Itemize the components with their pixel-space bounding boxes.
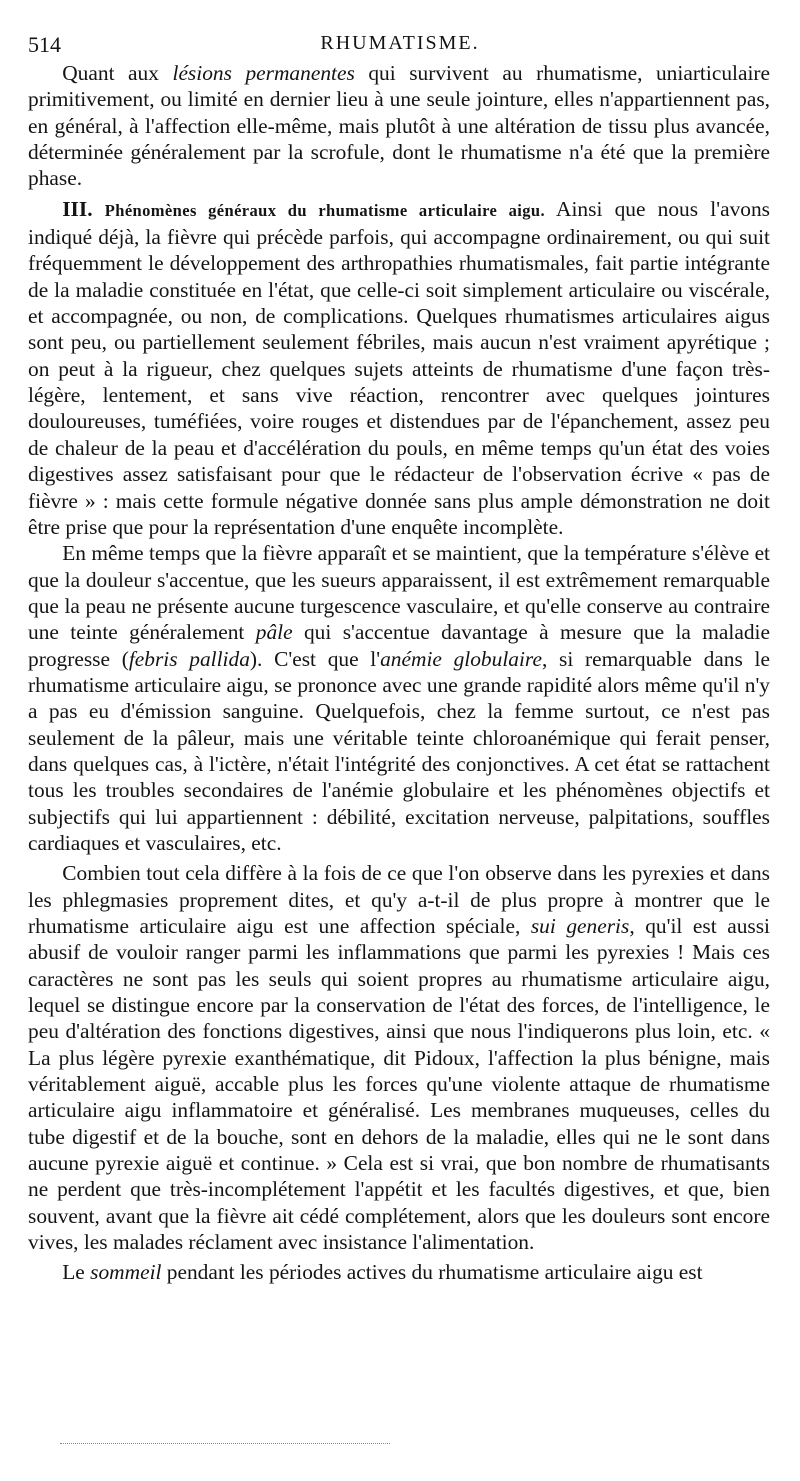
text-run: , qu'il est aussi abusif de vouloir ranger parmi les inflammations que parmi les pyrexies ! Mais ces caractères ne sont pas les seuls qui soient propres au rhumatisme articulaire aigu, lequel se distingue encore par la conservation de l'état des forces, de l'intelligence, le peu d'altération des fonctions digestives, ainsi que nous l'indiquerons plus loin, etc. « La plus légère pyrexie exanthématique, dit Pidoux, l'affection la plus bénigne, mais véritablement aiguë, accable plus les forces qu'une violente attaque de rhumatisme articulaire aigu inflammatoire et généralisé. Les membranes muqueuses, celles du tube digestif et de la bouche, sont en dehors de la maladie, elles qui ne le sont dans aucune pyrexie aiguë et continue. » Cela est si vrai, que bon nombre de rhumatisants ne perdent que très-incomplétement l'appétit et les facultés digestives, et que, bien souvent, avant que la fièvre ait cédé complétement, alors que les douleurs sont encore vives, les malades réclament avec insistance l'alimentation. bbox=[28, 914, 770, 1255]
paragraph-sleep bbox=[28, 1259, 770, 1285]
italic-term: sui generis bbox=[530, 914, 630, 938]
text-run: qui survivent au rhumatisme, uniarticulaire primitivement, ou limité en dernier lieu à une seule jointure, elles n'appartiennent pas, en général, à l'affection elle-même, mais plutôt à une altération de tissu plus avancée, déterminée généralement par la scrofule, dont le rhumatisme n'a été que la première phase. bbox=[28, 61, 771, 191]
text-run: Combien tout cela diffère à la fois de ce que l'on observe dans les pyrexies et dans les phlegmasies proprement dites, et qu'y a-t-il de plus propre à montrer que le rhumatisme articulaire aigu est une affection spéciale, bbox=[28, 861, 770, 938]
text-run: , si remarquable dans le rhumatisme articulaire aigu, se prononce avec une grande rapidité alors même qu'il n'y a pas eu d'émission sanguine. Quelquefois, chez la femme surtout, ce n'est pas seulement de la pâleur, mais une véritable teinte chloroanémique qui ferait penser, dans quelques cas, à l'ictère, n'était l'intégrité des conjonctives. A cet état se rattachent tous les troubles secondaires de l'anémie globulaire et les phénomènes objectifs et subjectifs qui lui appartiennent : débilité, excitation nerveuse, palpitations, souffles cardiaques et vasculaires, etc. bbox=[28, 646, 770, 855]
paragraph-permanent-lesions bbox=[28, 60, 770, 192]
text-run: En même temps que la fièvre apparaît et se maintient, que la température s'élève et que la douleur s'accentue, que les sueurs apparaissent, il est extrêmement remarquable que la peau ne présente aucune turgescence vasculaire, et qu'elle conserve au contraire une teinte généralement bbox=[28, 541, 770, 645]
page-header bbox=[28, 32, 772, 58]
footer-dotted-rule bbox=[60, 1443, 390, 1444]
italic-term: febris pallida bbox=[128, 646, 250, 671]
running-title: RHUMATISME. bbox=[320, 32, 480, 54]
paragraph-comparison bbox=[28, 860, 770, 1255]
text-run: Quant aux bbox=[62, 61, 173, 85]
text-run: Le bbox=[62, 1260, 91, 1285]
section-number: III. bbox=[62, 196, 93, 221]
italic-term: lésions permanentes bbox=[172, 61, 355, 85]
text-run: ). C'est que l' bbox=[249, 646, 381, 671]
section-heading: Phénomènes généraux du rhumatisme articulaire aigu. bbox=[104, 200, 546, 220]
italic-term: anémie globulaire bbox=[380, 646, 542, 671]
page-number: 514 bbox=[28, 32, 61, 57]
text-run: qui s'accentue davantage à mesure que la maladie progresse ( bbox=[28, 620, 770, 671]
text-run: Ainsi que nous l'avons indiqué déjà, la fièvre qui précède parfois, qui accompagne ordinairement, ou qui suit fréquemment le développement des arthropathies rhumatismales, fait partie intégrante de la maladie constituée en l'état, que celle-ci soit simplement articulaire ou viscérale, et accompagnée, ou non, de complications. Quelques rhumatismes articulaires aigus sont peu, ou partiellement seulement fébriles, mais aucun n'est vraiment apyrétique ; on peut à la rigueur, chez quelques sujets atteints de rhumatisme d'une façon très-légère, lentement, et sans vive réaction, rencontrer avec quelques jointures douloureuses, tuméfiées, voire rouges et distendues par de l'épanchement, assez peu de chaleur de la peau et d'accélération du pouls, en même temps qu'un état des voies digestives assez satisfaisant pour que le rédacteur de l'observation écrive « pas de fièvre » : mais cette formule négative donnée sans plus ample démonstration ne doit être prise que pour la représentation d'une enquête incomplète. bbox=[28, 196, 770, 539]
body-text bbox=[28, 60, 770, 1286]
text-run: pendant les périodes actives du rhumatisme articulaire aigu est bbox=[161, 1260, 703, 1285]
paragraph-general-phenomena bbox=[28, 196, 770, 540]
italic-term: pâle bbox=[255, 620, 293, 645]
paragraph-anemia bbox=[28, 540, 770, 856]
italic-term: sommeil bbox=[90, 1260, 162, 1285]
